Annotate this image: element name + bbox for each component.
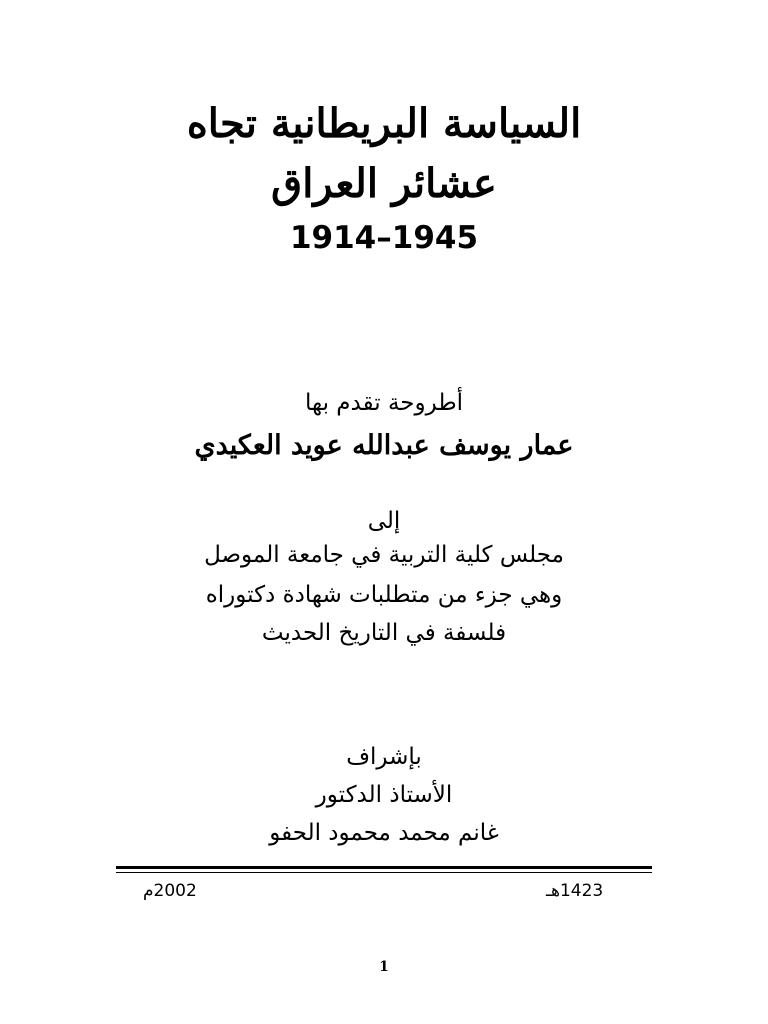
submission-intro: أطروحة تقدم بها	[304, 390, 464, 416]
supervision-label: بإشراف	[346, 744, 422, 770]
supervisor-name: غانم محمد محمود الحفو	[269, 820, 499, 846]
title-line-1: السياسة البريطانية تجاه	[186, 100, 582, 147]
divider-thick	[116, 866, 652, 869]
author-name: عمار يوسف عبدالله عويد العكيدي	[194, 430, 574, 461]
submission-to: إلى	[367, 508, 401, 534]
title-years: 1914–1945	[289, 220, 479, 256]
page-number: 1	[379, 959, 389, 975]
submission-line-2: وهي جزء من متطلبات شهادة دكتوراه	[205, 582, 563, 608]
submission-line-3: فلسفة في التاريخ الحديث	[261, 620, 507, 646]
gregorian-date: 2002م	[143, 881, 197, 901]
submission-line-1: مجلس كلية التربية في جامعة الموصل	[204, 542, 564, 568]
title-line-2: عشائر العراق	[271, 160, 497, 207]
hijri-date: 1423هـ	[546, 881, 604, 901]
divider-thin	[116, 872, 652, 873]
supervisor-rank: الأستاذ الدكتور	[315, 782, 453, 808]
